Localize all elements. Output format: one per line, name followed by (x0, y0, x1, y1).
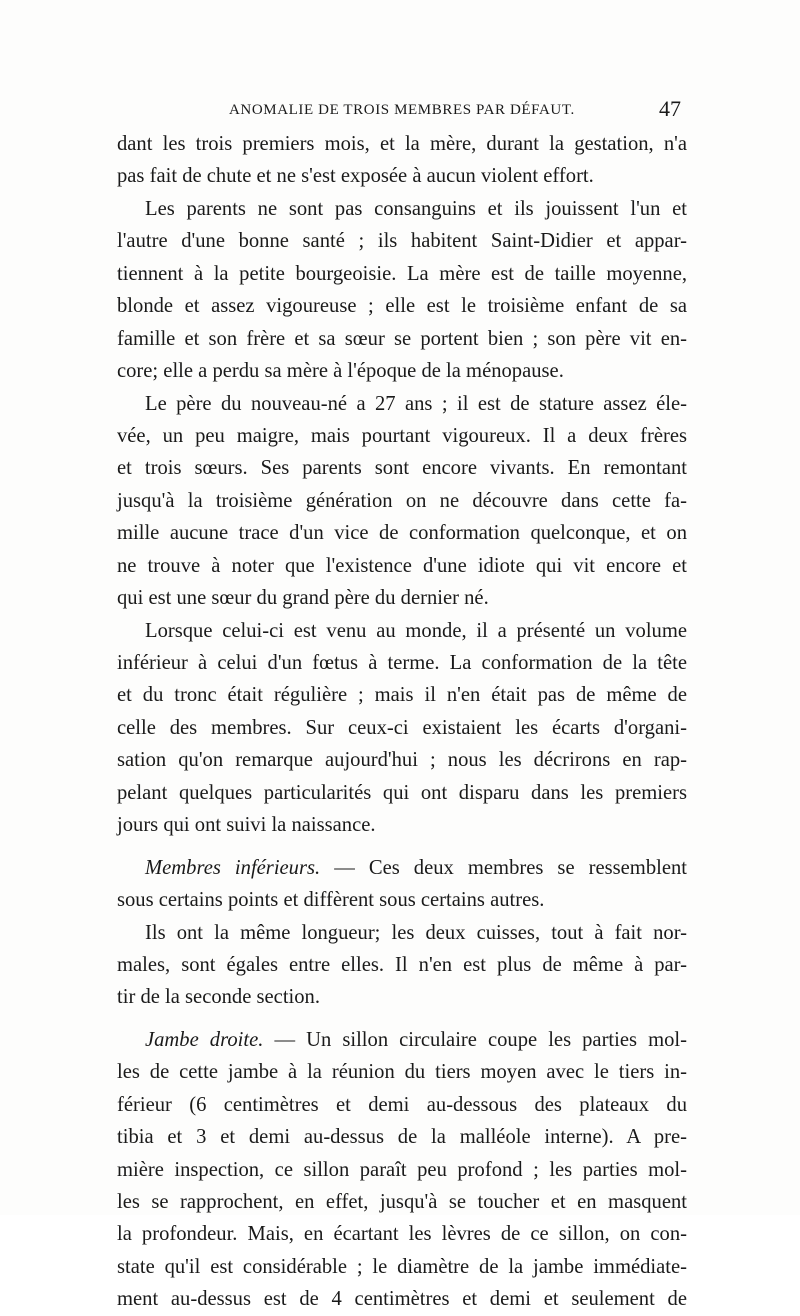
text-line: mille aucune trace d'un vice de conformation quelconque, et on (117, 522, 687, 545)
paragraph (117, 852, 687, 917)
text-line: pas fait de chute et ne s'est exposée à aucun violent effort. (117, 165, 594, 188)
text-fragment: Un sillon circulaire coupe les parties mol- (306, 1028, 687, 1051)
text-line: Les parents ne sont pas consanguins et ils jouissent l'un et (145, 197, 687, 220)
heading-separator: — (320, 856, 369, 879)
paragraph (117, 615, 687, 842)
text-line: inférieur à celui d'un fœtus à terme. La conformation de la tête (117, 652, 687, 674)
text-line: tir de la seconde section. (117, 986, 321, 1009)
text-line: jusqu'à la troisième génération on ne découvre dans cette fa- (117, 489, 687, 512)
text-line: Ils ont la même longueur; les deux cuisses, tout à fait nor- (145, 921, 687, 944)
paragraph (117, 1024, 687, 1316)
text-line: males, sont égales entre elles. Il n'en est plus de même à par- (117, 953, 687, 976)
text-line: sation qu'on remarque aujourd'hui ; nous les décrirons en rap- (117, 749, 687, 772)
text-line: vée, un peu maigre, mais pourtant vigoureux. Il a deux frères (117, 424, 687, 447)
text-line: sous certains points et diffèrent sous certains autres. (117, 889, 545, 912)
running-title: ANOMALIE DE TROIS MEMBRES PAR DÉFAUT. (229, 102, 575, 118)
text-line: core; elle a perdu sa mère à l'époque de la ménopause. (117, 360, 564, 383)
section-heading: Jambe droite. (145, 1028, 264, 1051)
text-fragment: Ces deux membres se ressemblent (368, 856, 687, 879)
heading-separator: — (263, 1028, 307, 1051)
page-number: 47 (659, 96, 681, 121)
page-header (117, 98, 687, 122)
text-line: et trois sœurs. Ses parents sont encore vivants. En remontant (117, 457, 687, 480)
text-line: jours qui ont suivi la naissance. (117, 814, 376, 837)
text-line: l'autre d'une bonne santé ; ils habitent Saint-Didier et appar- (117, 230, 687, 253)
body-text (117, 128, 687, 1316)
text-line: mière inspection, ce sillon paraît peu profond ; les parties mol- (117, 1158, 687, 1181)
text-line: Le père du nouveau-né a 27 ans ; il est de stature assez éle- (145, 392, 687, 415)
section-heading: Membres inférieurs. (145, 856, 321, 879)
paragraph (117, 128, 687, 193)
paragraph (117, 388, 687, 615)
text-line: famille et son frère et sa sœur se portent bien ; son père vit en- (117, 327, 687, 350)
text-line: dant les trois premiers mois, et la mère, durant la gestation, n'a (117, 133, 687, 155)
text-line: férieur (6 centimètres et demi au-dessous des plateaux du (117, 1093, 687, 1116)
text-line: les se rapprochent, en effet, jusqu'à se toucher et en masquent (117, 1191, 687, 1213)
text-line: les de cette jambe à la réunion du tiers moyen avec le tiers in- (117, 1061, 687, 1084)
text-line: blonde et assez vigoureuse ; elle est le troisième enfant de sa (117, 295, 687, 318)
text-line: la profondeur. Mais, en écartant les lèvres de ce sillon, on con- (117, 1223, 687, 1246)
text-line: et du tronc était régulière ; mais il n'en était pas de même de (117, 684, 687, 707)
text-line: ment au-dessus est de 4 centimètres et demi et seulement de (117, 1288, 687, 1311)
text-line: Lorsque celui-ci est venu au monde, il a présenté un volume (145, 619, 687, 642)
text-line: celle des membres. Sur ceux-ci existaient les écarts d'organi- (117, 716, 687, 739)
text-line: tibia et 3 et demi au-dessus de la malléole interne). A pre- (117, 1126, 687, 1149)
text-line: qui est une sœur du grand père du dernier né. (117, 587, 489, 610)
text-line: tiennent à la petite bourgeoisie. La mère est de taille moyenne, (117, 262, 687, 285)
paragraph (117, 917, 687, 1014)
text-line: pelant quelques particularités qui ont disparu dans les premiers (117, 781, 687, 804)
text-line: state qu'il est considérable ; le diamètre de la jambe immédiate- (117, 1255, 687, 1278)
text-line: ne trouve à noter que l'existence d'une idiote qui vit encore et (117, 554, 687, 577)
text-line (117, 852, 687, 884)
text-line (117, 1024, 687, 1056)
paragraph (117, 193, 687, 388)
